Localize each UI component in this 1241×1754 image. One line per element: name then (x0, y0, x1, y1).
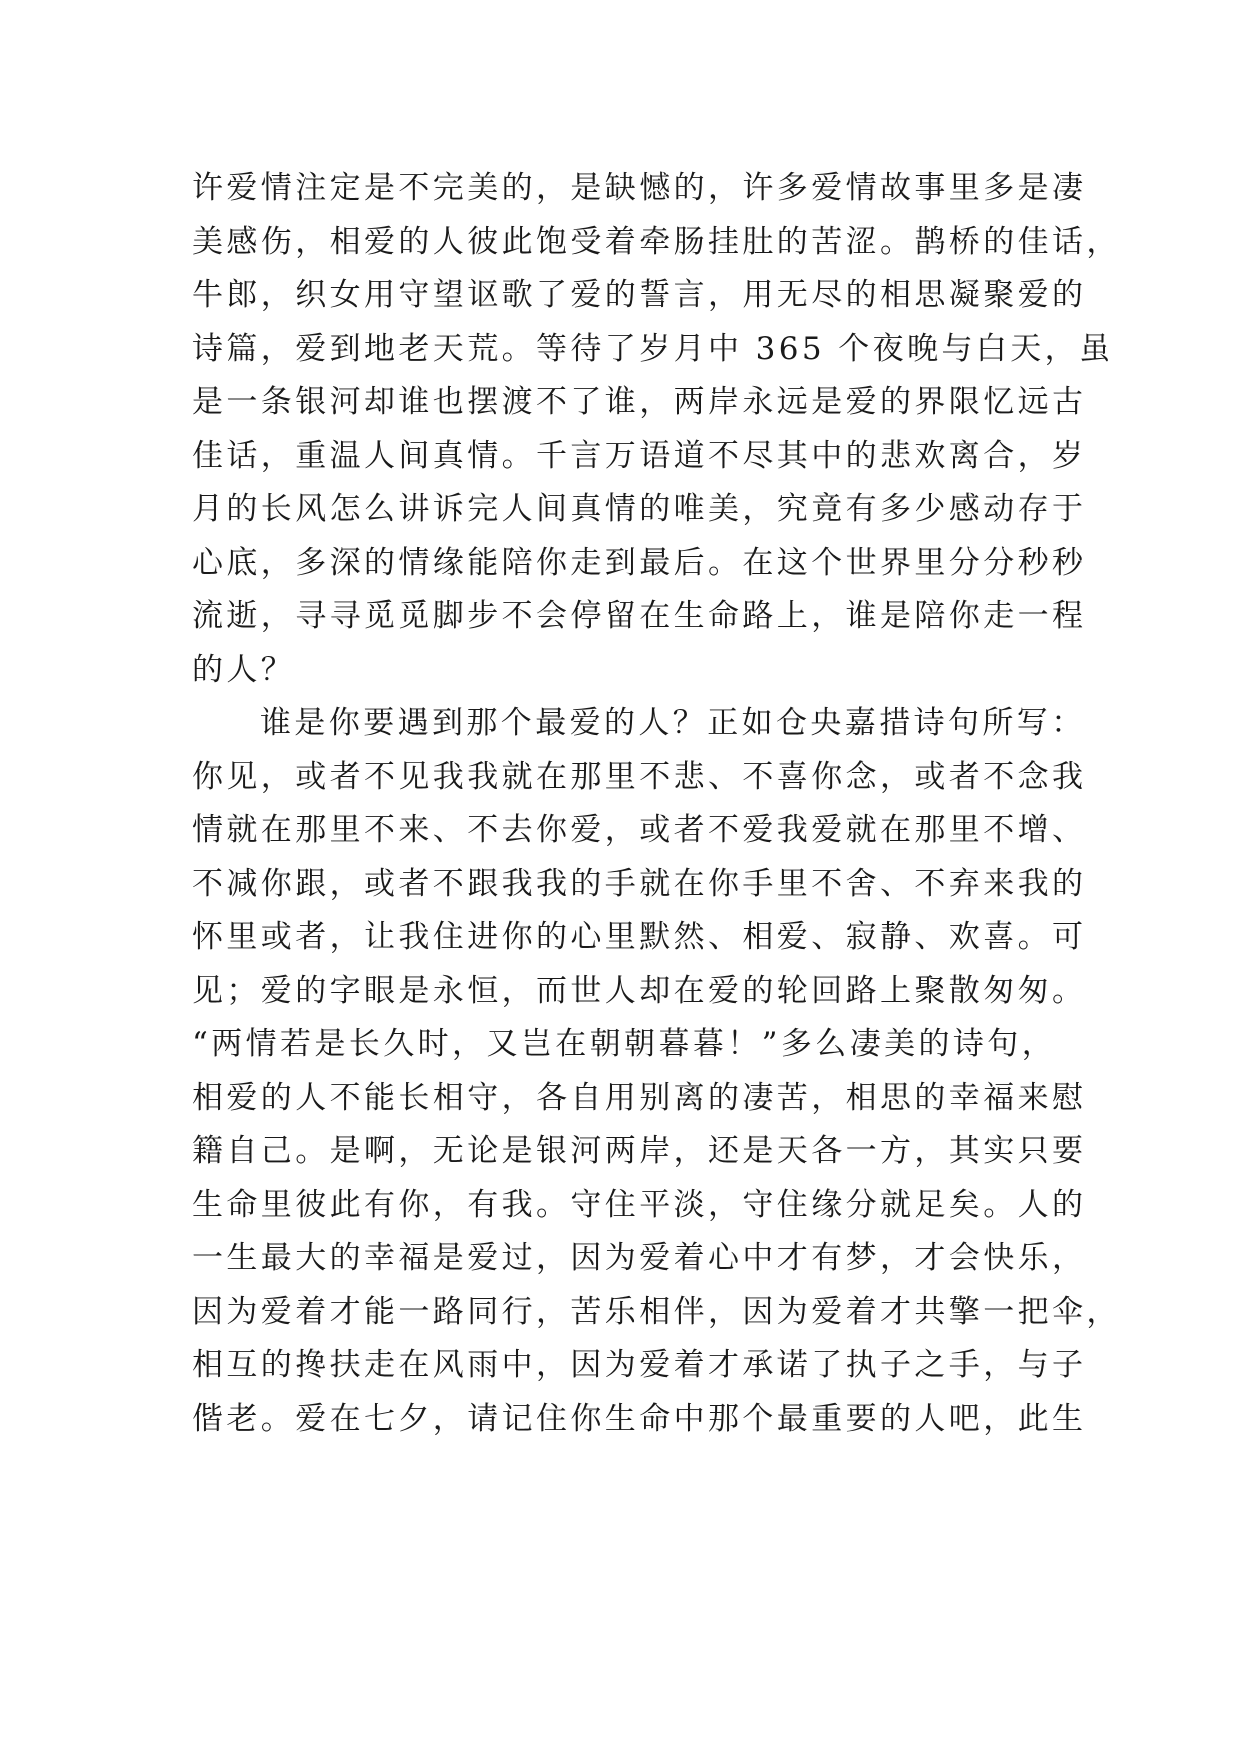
text-line: 相爱的人不能长相守，各自用别离的凄苦，相思的幸福来慰 (192, 1079, 1087, 1116)
text-line: 不减你跟，或者不跟我我的手就在你手里不舍、不弃来我的 (192, 865, 1087, 902)
text-line: “两情若是长久时，又岂在朝朝暮暮！”多么凄美的诗句， (192, 1026, 1057, 1062)
text-line: 诗篇，爱到地老天荒。等待了岁月中 365 个夜晚与白天，虽 (192, 330, 1114, 367)
text-line: 许爱情注定是不完美的，是缺憾的，许多爱情故事里多是凄 (192, 170, 1087, 206)
body-text (192, 162, 1121, 1446)
text-line: 见；爱的字眼是永恒，而世人却在爱的轮回路上聚散匆匆。 (192, 972, 1087, 1009)
text-line: 流逝，寻寻觅觅脚步不会停留在生命路上，谁是陪你走一程 (192, 598, 1087, 634)
text-line: 因为爱着才能一路同行，苦乐相伴，因为爱着才共擎一把伞， (192, 1293, 1121, 1330)
text-line: 怀里或者，让我住进你的心里默然、相爱、寂静、欢喜。可 (192, 919, 1087, 955)
paragraph-first-line: 谁是你要遇到那个最爱的人？正如仓央嘉措诗句所写： (260, 705, 1086, 741)
text-line: 牛郎，织女用守望讴歌了爱的誓言，用无尽的相思凝聚爱的 (192, 277, 1087, 313)
text-line: 情就在那里不来、不去你爱，或者不爱我爱就在那里不增、 (192, 812, 1087, 848)
text-line: 一生最大的幸福是爱过，因为爱着心中才有梦，才会快乐， (192, 1240, 1087, 1276)
text-line: 籍自己。是啊，无论是银河两岸，还是天各一方，其实只要 (192, 1133, 1087, 1169)
text-line: 佳话，重温人间真情。千言万语道不尽其中的悲欢离合，岁 (192, 437, 1087, 474)
text-line: 生命里彼此有你，有我。守住平淡，守住缘分就足矣。人的 (192, 1186, 1087, 1223)
text-line: 偕老。爱在七夕，请记住你生命中那个最重要的人吧，此生 (192, 1400, 1087, 1437)
text-line: 的人？ (192, 651, 296, 688)
text-line: 美感伤，相爱的人彼此饱受着牵肠挂肚的苦涩。鹊桥的佳话， (192, 223, 1121, 260)
text-line: 相互的搀扶走在风雨中，因为爱着才承诺了执子之手，与子 (192, 1347, 1087, 1383)
text-line: 你见，或者不见我我就在那里不悲、不喜你念，或者不念我 (192, 758, 1087, 795)
text-line: 心底，多深的情缘能陪你走到最后。在这个世界里分分秒秒 (192, 544, 1087, 581)
text-line: 是一条银河却谁也摆渡不了谁，两岸永远是爱的界限忆远古 (192, 384, 1087, 420)
text-line: 月的长风怎么讲诉完人间真情的唯美，究竟有多少感动存于 (192, 491, 1087, 527)
